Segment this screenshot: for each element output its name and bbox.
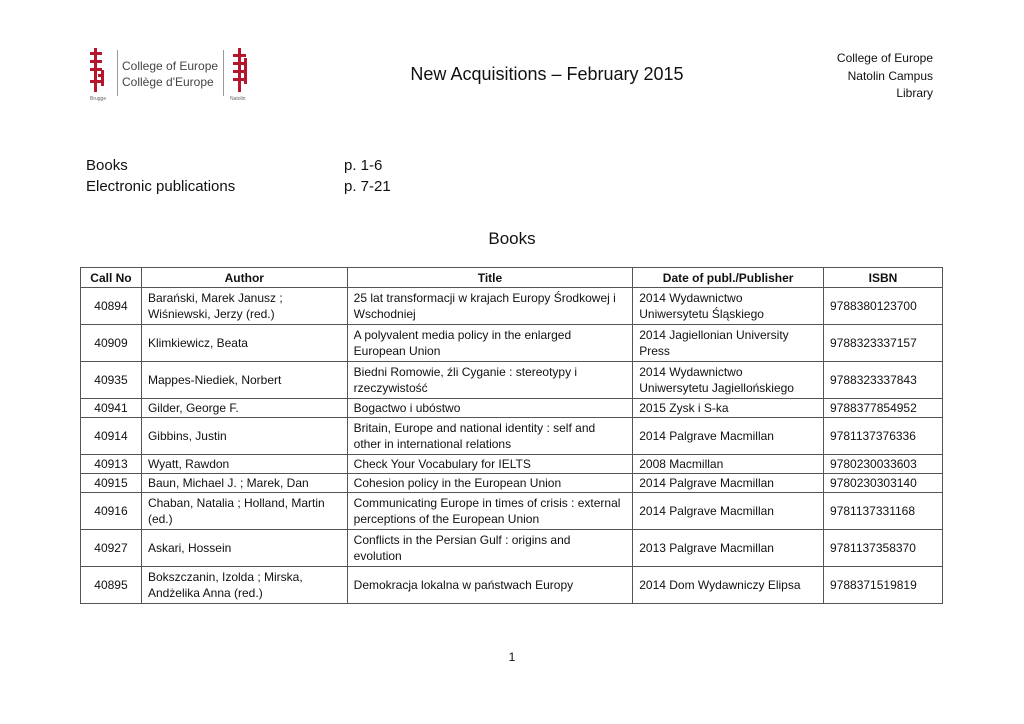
publisher-line: 2014 Wydawnictwo [639,291,743,305]
toc-pages: p. 1-6 [344,157,383,174]
title-cell [347,567,633,604]
author-line: Chaban, Natalia ; Holland, Martin [147,496,325,510]
author-line: Klimkiewicz, Beata [147,336,248,350]
document-title: New Acquisitions – February 2015 [410,64,684,84]
publisher-line: 2014 Jagiellonian University [639,328,789,342]
logo-line-2: Collège d'Europe [122,75,214,89]
table-body [81,288,943,604]
call-no-cell: 40941 [81,399,142,418]
table-row [81,399,943,418]
toc-pages: p. 7-21 [344,178,391,195]
title-line: evolution [353,549,402,563]
author-line: Barański, Marek Janusz ; [147,291,283,305]
title-line: Check Your Vocabulary for IELTS [353,457,531,471]
publisher-line: 2015 Zysk i S-ka [639,401,729,415]
publisher-line: 2013 Palgrave Macmillan [639,541,774,555]
publisher-line: 2014 Dom Wydawniczy Elipsa [639,578,801,592]
author-line: Baun, Michael J. ; Marek, Dan [147,476,309,490]
publisher-cell [633,362,824,399]
title-line: Cohesion policy in the European Union [353,476,562,490]
call-no-cell: 40894 [81,288,142,325]
isbn-cell: 9788380123700 [824,288,943,325]
author-line: Askari, Hossein [147,541,232,555]
author-cell [141,399,347,418]
books-table [80,267,943,604]
author-cell [141,530,347,567]
publisher-cell [633,455,824,474]
section-heading: Books [488,229,536,248]
isbn-cell: 9780230033603 [824,455,943,474]
publisher-line: Press [639,344,670,358]
publisher-cell [633,288,824,325]
title-line: 25 lat transformacji w krajach Europy Środkowej i [353,291,616,305]
publisher-cell [633,418,824,455]
isbn-cell: 9781137376336 [824,418,943,455]
publisher-line: Uniwersytetu Jagiellońskiego [639,381,794,395]
author-line: Bokszczanin, Izolda ; Mirska, [147,570,303,584]
title-line: European Union [353,344,441,358]
isbn-cell: 9788323337843 [824,362,943,399]
logo-line-1: College of Europe [122,59,219,73]
toc-item [86,176,406,197]
column-header: Call No [81,268,142,288]
title-line: rzeczywistość [353,381,428,395]
title-line: Britain, Europe and national identity : self and [353,421,596,435]
call-no-cell: 40935 [81,362,142,399]
publisher-cell [633,474,824,493]
table-row [81,567,943,604]
isbn-cell: 9780230303140 [824,474,943,493]
isbn-cell: 9781137358370 [824,530,943,567]
page-number: 1 [508,650,516,664]
publisher-cell [633,493,824,530]
publisher-line: 2014 Palgrave Macmillan [639,429,774,443]
call-no-cell: 40909 [81,325,142,362]
author-line: Andżelika Anna (red.) [147,586,263,600]
publisher-line: 2014 Palgrave Macmillan [639,504,774,518]
call-no-cell: 40915 [81,474,142,493]
title-cell [347,399,633,418]
title-cell [347,325,633,362]
publisher-line: 2008 Macmillan [639,457,724,471]
title-line: A polyvalent media policy in the enlarged [353,328,572,342]
title-line: Biedni Romowie, źli Cyganie : stereotypy i [353,365,578,379]
author-line: Gilder, George F. [147,401,239,415]
author-line: Gibbins, Justin [147,429,227,443]
isbn-cell: 9781137331168 [824,493,943,530]
campus-line: Natolin Campus [847,68,933,83]
author-line: Mappes-Niediek, Norbert [147,373,282,387]
title-cell [347,455,633,474]
publisher-line: 2014 Wydawnictwo [639,365,743,379]
author-cell [141,418,347,455]
table-row [81,325,943,362]
campus-line: College of Europe [836,51,933,65]
table-row [81,474,943,493]
isbn-cell: 9788371519819 [824,567,943,604]
publisher-cell [633,567,824,604]
table-row [81,455,943,474]
campus-address [837,50,933,103]
publisher-line: Uniwersytetu Śląskiego [639,307,764,321]
logo-caption-right: Natolin [230,96,246,102]
column-header: Title [347,268,633,288]
title-line: Conflicts in the Persian Gulf : origins and [353,533,571,547]
author-cell [141,493,347,530]
title-cell [347,288,633,325]
column-header: ISBN [824,268,943,288]
call-no-cell: 40927 [81,530,142,567]
toc-item [86,155,406,176]
publisher-cell [633,530,824,567]
author-cell [141,288,347,325]
logo-caption-left: Brugge [90,96,107,102]
publisher-line: 2014 Palgrave Macmillan [639,476,774,490]
title-line: Bogactwo i ubóstwo [353,401,461,415]
table-of-contents [86,155,406,197]
call-no-cell: 40916 [81,493,142,530]
author-line: (ed.) [147,512,173,526]
call-no-cell: 40895 [81,567,142,604]
title-cell [347,418,633,455]
isbn-cell: 9788323337157 [824,325,943,362]
toc-label: Electronic publications [86,178,236,195]
author-cell [141,474,347,493]
column-header: Author [141,268,347,288]
call-no-cell: 40913 [81,455,142,474]
table-header-row [81,268,943,288]
column-header: Date of publ./Publisher [633,268,824,288]
call-no-cell: 40914 [81,418,142,455]
author-line: Wyatt, Rawdon [147,457,230,471]
table-row [81,530,943,567]
title-line: Demokracja lokalna w państwach Europy [353,578,574,592]
table-row [81,493,943,530]
title-cell [347,362,633,399]
title-line: other in international relations [353,437,512,451]
title-line: perceptions of the European Union [353,512,540,526]
title-cell [347,474,633,493]
author-line: Wiśniewski, Jerzy (red.) [147,307,275,321]
author-cell [141,455,347,474]
toc-label: Books [86,157,128,174]
author-cell [141,325,347,362]
publisher-cell [633,399,824,418]
publisher-cell [633,325,824,362]
title-line: Wschodniej [353,307,416,321]
title-line: Communicating Europe in times of crisis : external [353,496,621,510]
campus-line: Library [896,86,933,100]
author-cell [141,567,347,604]
table-row [81,362,943,399]
title-cell [347,493,633,530]
table-row [81,288,943,325]
table-row [81,418,943,455]
title-cell [347,530,633,567]
isbn-cell: 9788377854952 [824,399,943,418]
author-cell [141,362,347,399]
